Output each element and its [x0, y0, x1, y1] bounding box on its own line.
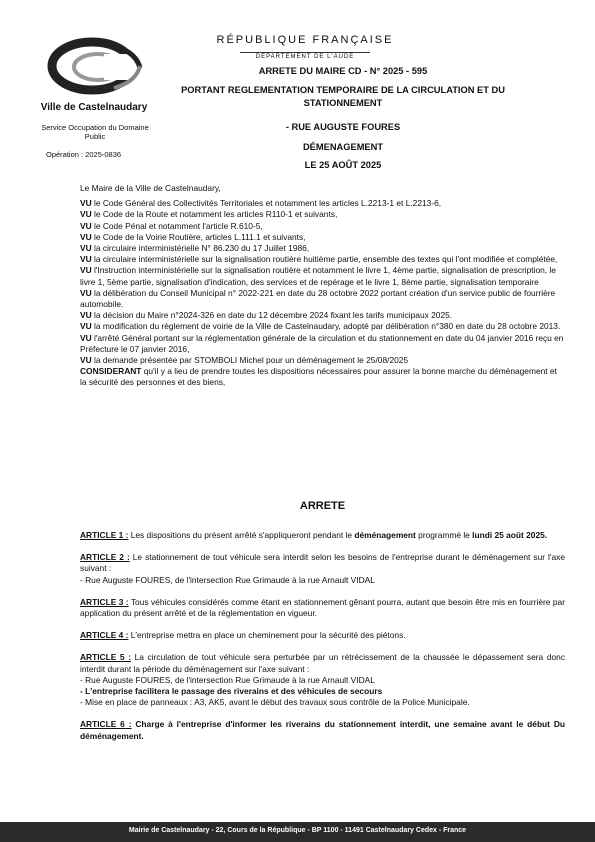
article-6: ARTICLE 6 : Charge à l'entreprise d'informer les riverains du stationnement interdit, une semaine avant le début Du déménagement.: [80, 719, 566, 741]
preamble: [80, 183, 565, 389]
vu-item: VU la circulaire interministérielle N° 86.230 du 17 Juillet 1986,: [80, 243, 310, 254]
article-5-line: - Mise en place de panneaux : A3, AK5, avant le début des travaux sous contrôle de la Police Municipale.: [80, 697, 470, 708]
vu-item: VU la demande présentée par STOMBOLI Michel pour un déménagement le 25/08/2025: [80, 355, 409, 366]
vu-item: VU le Code de la Route et notamment les articles R110-1 et suivants,: [80, 209, 338, 220]
articles: [80, 530, 565, 753]
arrete-street: - RUE AUGUSTE FOURES: [285, 122, 401, 132]
vu-item: VU le Code Général des Collectivités Territoriales et notamment les articles L.2213-1 et L.2213-6,: [80, 198, 442, 209]
vu-item: VU le Code Pénal et notamment l'article R.610-5,: [80, 220, 263, 231]
arrete-date: LE 25 AOÛT 2025: [304, 160, 382, 170]
vu-item: VU la modification du règlement de voirie de la Ville de Castelnaudary, adopté par délibération n°380 en date du 28 octobre 2013.: [80, 321, 561, 332]
arrete-number: ARRETE DU MAIRE CD - N° 2025 - 595: [258, 66, 428, 76]
article-1: ARTICLE 1 : Les dispositions du présent arrêté s'appliqueront pendant le déménagement programmé le lundi 25 août 2025.: [80, 530, 548, 540]
article-5-line: - Rue Auguste FOURES, de l'intersection Rue Grimaude à la rue Arnault VIDAL: [80, 674, 375, 685]
republique-heading: RÉPUBLIQUE FRANÇAISE: [216, 34, 394, 46]
city-logo: [44, 34, 144, 100]
arrete-title: ARRETE: [299, 500, 346, 512]
article-5-line: - L'entreprise facilitera le passage des riverains et des véhicules de secours: [80, 686, 383, 697]
vu-item: VU l'arrêté Général portant sur la réglementation générale de la circulation et du stationnement en date du 04 janvier 2016 reçu en Préfecture le 07 janvier 2016,: [80, 332, 564, 354]
footer-address: Mairie de Castelnaudary - 22, Cours de la République - BP 1100 - 11491 Castelnaudary Cedex - France: [128, 827, 467, 834]
vu-item: VU l'Instruction interministérielle sur la signalisation routière et notamment le livre 1, 4ème partie, signalisation de prescription, le livre 1, 5ème partie, signalisation d'indication, des services et de repérage et le livre 1, 8ème partie, signalisation temporaire: [80, 265, 556, 287]
considerant-item: CONSIDERANT qu'il y a lieu de prendre toutes les dispositions nécessaires pour assurer la bonne marche du déménagement et la sécurité des personnes et des biens,: [80, 366, 557, 388]
article-4: ARTICLE 4 : L'entreprise mettra en place un cheminement pour la sécurité des piétons.: [80, 630, 406, 641]
article-2-line: - Rue Auguste FOURES, de l'intersection Rue Grimaude à la rue Arnault VIDAL: [80, 574, 375, 585]
vu-item: VU le Code de la Voirie Routière, articles L.111.1 et suivants,: [80, 231, 306, 242]
city-name: Ville de Castelnaudary: [40, 102, 148, 113]
departement-heading: DÉPARTEMENT DE L'AUDE: [240, 52, 370, 60]
article-2: ARTICLE 2 : Le stationnement de tout véhicule sera interdit selon les besoins de l'entreprise durant le déménagement sur l'axe suivant :: [80, 552, 565, 574]
arrete-reason: DÉMENAGEMENT: [302, 142, 384, 152]
article-3: ARTICLE 3 : Tous véhicules considérés comme étant en stationnement gênant pourra, autant que besoin être mis en fourrière par application du présent arrêté et de la réglementation en vigueur.: [80, 596, 565, 619]
vu-item: VU la décision du Maire n°2024-326 en date du 12 décembre 2024 fixant les tarifs municipaux 2025.: [80, 310, 453, 321]
vu-item: VU la circulaire interministérielle sur la signalisation routière huitième partie, ensemble des textes qui l'ont modifiée et complétée,: [80, 254, 558, 265]
vu-item: VU la délibération du Conseil Municipal n° 2022-221 en date du 28 octobre 2022 portant création d'un service public de fourrière automobile.: [80, 287, 556, 310]
arrete-subject: PORTANT REGLEMENTATION TEMPORAIRE DE LA CIRCULATION ET DU STATIONNEMENT: [181, 85, 505, 108]
article-5: ARTICLE 5 : La circulation de tout véhicule sera perturbée par un rétrécissement de la chaussée le dépassement sera donc interdit durant la période du déménagement sur l'axe suivant :: [80, 652, 566, 674]
mayor-line: Le Maire de la Ville de Castelnaudary,: [80, 183, 221, 193]
service-name: Service Occupation du Domaine Public: [41, 123, 149, 141]
operation-number: Opération : 2025-0836: [46, 150, 122, 159]
